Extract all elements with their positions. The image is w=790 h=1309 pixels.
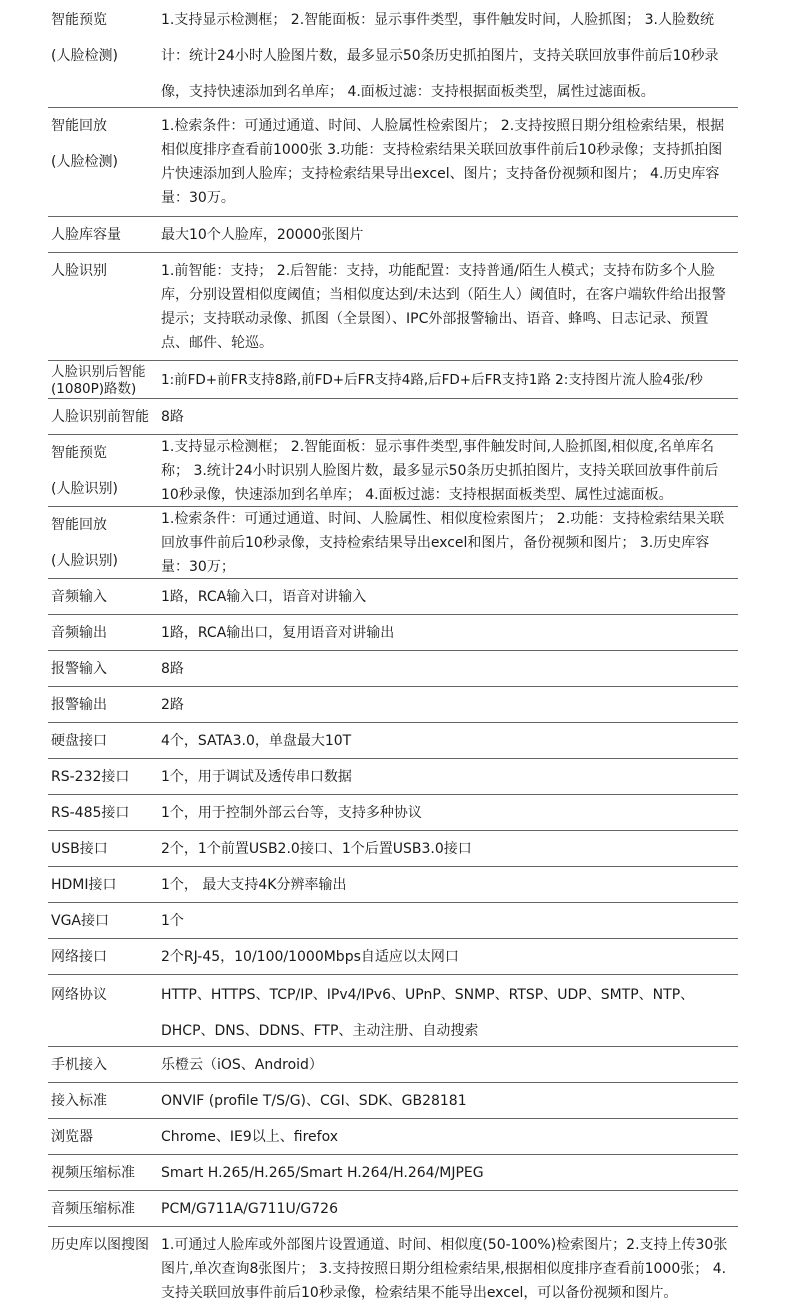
spec-row bbox=[48, 975, 738, 1047]
spec-value: 1个，用于调试及透传串口数据 bbox=[161, 769, 352, 785]
spec-label: 历史库以图搜图 bbox=[51, 1237, 149, 1253]
spec-value: 2个，1个前置USB2.0接口、1个后置USB3.0接口 bbox=[161, 841, 472, 857]
spec-row bbox=[48, 579, 738, 615]
spec-row bbox=[48, 1191, 738, 1227]
spec-label: 浏览器 bbox=[51, 1129, 93, 1145]
spec-value: 1个， 最大支持4K分辨率输出 bbox=[161, 877, 347, 893]
spec-row bbox=[48, 831, 738, 867]
spec-value: 4个，SATA3.0，单盘最大10T bbox=[161, 733, 352, 749]
spec-value: 乐橙云（iOS、Android） bbox=[161, 1057, 323, 1073]
spec-value: PCM/G711A/G711U/G726 bbox=[161, 1201, 338, 1217]
spec-value: 1.检索条件：可通过通道、时间、人脸属性检索图片； 2.支持按照日期分组检索结果，根据相似度排序查看前1000张 3.功能：支持检索结果关联回放事件前后10秒录像；支持抓拍图片快速添加到人脸库；支持检索结果导出excel、图片；支持备份视频和图片； 4.历史库容量：30万。 bbox=[161, 118, 725, 206]
spec-table bbox=[48, 0, 738, 1309]
spec-label: RS-232接口 bbox=[51, 769, 130, 785]
spec-row bbox=[48, 1155, 738, 1191]
spec-value: 1.检索条件：可通过通道、时间、人脸属性、相似度检索图片； 2.功能：支持检索结果关联回放事件前后10秒录像，支持检索结果导出excel和图片，备份视频和图片； 3.历史库容量：30万； bbox=[161, 511, 725, 575]
spec-row bbox=[48, 435, 738, 507]
spec-label: 网络协议 bbox=[51, 987, 107, 1003]
spec-value: 1.可通过人脸库或外部图片设置通道、时间、相似度(50-100%)检索图片；2.支持上传30张图片,单次查询8张图片； 3.支持按照日期分组检索结果,根据相似度排序查看前1000张； 4.支持关联回放事件前后10秒录像，检索结果不能导出excel，可以备份视频和图片。 bbox=[161, 1237, 728, 1301]
spec-label: 智能回放 (人脸识别) bbox=[51, 517, 118, 569]
spec-label: USB接口 bbox=[51, 841, 108, 857]
spec-row bbox=[48, 687, 738, 723]
spec-label: 视频压缩标准 bbox=[51, 1165, 135, 1181]
spec-row bbox=[48, 361, 738, 399]
spec-value: 1路，RCA输入口，语音对讲输入 bbox=[161, 589, 367, 605]
spec-value: Chrome、IE9以上、firefox bbox=[161, 1129, 339, 1145]
spec-value: 1个，用于控制外部云台等，支持多种协议 bbox=[161, 805, 422, 821]
spec-label: 智能回放 (人脸检测) bbox=[51, 118, 118, 170]
spec-row bbox=[48, 903, 738, 939]
spec-label: 人脸库容量 bbox=[51, 227, 121, 243]
spec-row bbox=[48, 217, 738, 253]
spec-label: 网络接口 bbox=[51, 949, 107, 965]
spec-value: 2个RJ-45，10/100/1000Mbps自适应以太网口 bbox=[161, 949, 459, 965]
spec-value: 最大10个人脸库，20000张图片 bbox=[161, 227, 364, 243]
spec-value: 1:前FD+前FR支持8路,前FD+后FR支持4路,后FD+后FR支持1路 2:支持图片流人脸4张/秒 bbox=[161, 372, 703, 388]
spec-label: 报警输出 bbox=[51, 697, 107, 713]
spec-label: 音频输出 bbox=[51, 625, 107, 641]
spec-row bbox=[48, 507, 738, 579]
spec-value: 1.支持显示检测框； 2.智能面板：显示事件类型,事件触发时间,人脸抓图,相似度,名单库名称； 3.统计24小时识别人脸图片数，最多显示50条历史抓拍图片，支持关联回放事件前后10秒录像，快速添加到名单库； 4.面板过滤：支持根据面板类型、属性过滤面板。 bbox=[161, 439, 719, 503]
spec-row bbox=[48, 253, 738, 361]
spec-row bbox=[48, 0, 738, 108]
spec-row bbox=[48, 399, 738, 435]
spec-label: 智能预览 (人脸识别) bbox=[51, 445, 118, 497]
spec-value: 1.支持显示检测框； 2.智能面板：显示事件类型，事件触发时间，人脸抓图； 3.人脸数统计：统计24小时人脸图片数，最多显示50条历史抓拍图片，支持关联回放事件前后10秒录像，支持快速添加到名单库； 4.面板过滤：支持根据面板类型，属性过滤面板。 bbox=[161, 12, 719, 100]
spec-label: 接入标准 bbox=[51, 1093, 107, 1109]
spec-value: 8路 bbox=[161, 409, 184, 425]
spec-label: 音频压缩标准 bbox=[51, 1201, 135, 1217]
spec-value: 1.前智能：支持； 2.后智能：支持，功能配置：支持普通/陌生人模式；支持布防多个人脸库，分别设置相似度阈值；当相似度达到/未达到（陌生人）阈值时，在客户端软件给出报警提示；支持联动录像、抓图（全景图）、IPC外部报警输出、语音、蜂鸣、日志记录、预置点、邮件、轮巡。 bbox=[161, 263, 726, 351]
spec-row bbox=[48, 795, 738, 831]
spec-value: 8路 bbox=[161, 661, 184, 677]
spec-value: 1个 bbox=[161, 913, 184, 929]
spec-label: 手机接入 bbox=[51, 1057, 107, 1073]
spec-label: HDMI接口 bbox=[51, 877, 117, 893]
spec-label: 报警输入 bbox=[51, 661, 107, 677]
spec-row bbox=[48, 108, 738, 217]
spec-row bbox=[48, 1083, 738, 1119]
spec-value: 2路 bbox=[161, 697, 184, 713]
spec-row bbox=[48, 1227, 738, 1309]
spec-label: 音频输入 bbox=[51, 589, 107, 605]
spec-value: Smart H.265/H.265/Smart H.264/H.264/MJPEG bbox=[161, 1165, 484, 1181]
spec-row bbox=[48, 759, 738, 795]
spec-label: 智能预览 (人脸检测) bbox=[51, 12, 118, 64]
spec-value: HTTP、HTTPS、TCP/IP、IPv4/IPv6、UPnP、SNMP、RTSP、UDP、SMTP、NTP、DHCP、DNS、DDNS、FTP、主动注册、自动搜索 bbox=[161, 987, 695, 1039]
spec-label: 人脸识别 bbox=[51, 263, 107, 279]
spec-row bbox=[48, 723, 738, 759]
spec-label: 人脸识别前智能 bbox=[51, 409, 149, 425]
spec-row bbox=[48, 615, 738, 651]
spec-label: RS-485接口 bbox=[51, 805, 130, 821]
spec-row bbox=[48, 867, 738, 903]
spec-row bbox=[48, 1047, 738, 1083]
spec-value: ONVIF (profile T/S/G)、CGI、SDK、GB28181 bbox=[161, 1093, 467, 1109]
spec-label: 硬盘接口 bbox=[51, 733, 107, 749]
spec-label: 人脸识别后智能(1080P)路数) bbox=[51, 364, 146, 397]
spec-row bbox=[48, 651, 738, 687]
spec-row bbox=[48, 1119, 738, 1155]
spec-value: 1路，RCA输出口，复用语音对讲输出 bbox=[161, 625, 395, 641]
spec-label: VGA接口 bbox=[51, 913, 110, 929]
spec-row bbox=[48, 939, 738, 975]
